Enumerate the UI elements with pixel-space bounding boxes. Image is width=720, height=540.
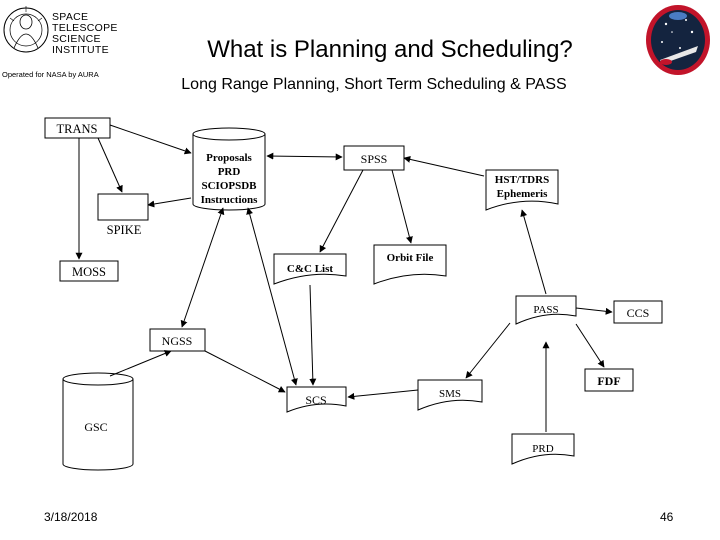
node-ngss — [150, 329, 205, 351]
edge-spss-ephemeris — [404, 158, 484, 176]
slide-subtitle: Long Range Planning, Short Term Scheduling & PASS — [181, 76, 567, 93]
node-hst-line-1: HST/TDRS — [494, 174, 550, 186]
stsci-name: SPACE TELESCOPE SCIENCE INSTITUTE — [52, 11, 118, 56]
edge-cclist-scs — [310, 285, 313, 385]
node-spss — [344, 146, 404, 170]
node-prd — [512, 434, 574, 464]
node-hst-line-2: Ephemeris — [496, 188, 548, 200]
edge-proposals-spss — [267, 156, 342, 157]
node-orbit-file — [374, 245, 446, 284]
edge-gsc-ngss — [110, 351, 171, 376]
edge-ngss-scs — [205, 351, 285, 392]
node-moss-label: MOSS — [71, 265, 107, 279]
node-gsc — [63, 373, 133, 470]
edge-proposals-ngss — [182, 208, 223, 327]
edge-spike-proposals — [148, 198, 191, 205]
node-prd-label: PRD — [532, 443, 554, 455]
node-spike — [98, 194, 148, 237]
edge-spss-cclist — [320, 170, 363, 252]
node-trans-label: TRANS — [56, 122, 98, 136]
node-ccs-label: CCS — [626, 306, 650, 320]
node-gsc-label: GSC — [84, 420, 108, 434]
node-moss — [60, 261, 118, 281]
node-ccs — [614, 301, 662, 323]
node-proposals-line-2: PRD — [217, 166, 241, 178]
edge-pass-sms — [466, 323, 510, 378]
footer-date: 3/18/2018 — [44, 510, 98, 524]
edge-ephemeris-pass — [522, 210, 546, 294]
node-proposals-line-4: Instructions — [200, 194, 258, 206]
node-proposals-line-3: SCIOPSDB — [201, 180, 257, 192]
node-cc-list-label: C&C List — [286, 263, 334, 275]
operated-by-text: Operated for NASA by AURA — [2, 70, 99, 79]
node-hst-ephemeris — [486, 170, 558, 210]
edge-sms-scs — [348, 390, 418, 397]
edge-trans-proposals — [110, 125, 191, 153]
node-ngss-label: NGSS — [161, 334, 193, 348]
node-proposals-line-1: Proposals — [206, 152, 252, 164]
node-cc-list — [274, 254, 346, 284]
node-spss-label: SPSS — [360, 152, 388, 166]
node-proposals — [193, 128, 265, 210]
node-orbit-file-label: Orbit File — [386, 252, 434, 264]
node-spike-label: SPIKE — [106, 223, 142, 237]
edge-spss-orbitfile — [392, 170, 411, 243]
slide-title: What is Planning and Scheduling? — [207, 36, 573, 63]
footer-page-number: 46 — [660, 510, 674, 524]
node-sms — [418, 380, 482, 410]
node-scs-label: SCS — [305, 393, 327, 407]
node-fdf — [585, 369, 633, 391]
node-pass — [516, 296, 576, 324]
node-sms-label: SMS — [438, 388, 462, 400]
node-fdf-label: FDF — [597, 374, 621, 388]
node-scs — [287, 387, 346, 412]
edge-proposals-scs — [248, 208, 296, 385]
node-pass-label: PASS — [533, 304, 559, 316]
edge-pass-fdf — [576, 324, 604, 367]
edge-trans-spike — [98, 138, 122, 192]
edge-pass-ccs — [576, 308, 612, 312]
node-trans — [45, 118, 110, 138]
